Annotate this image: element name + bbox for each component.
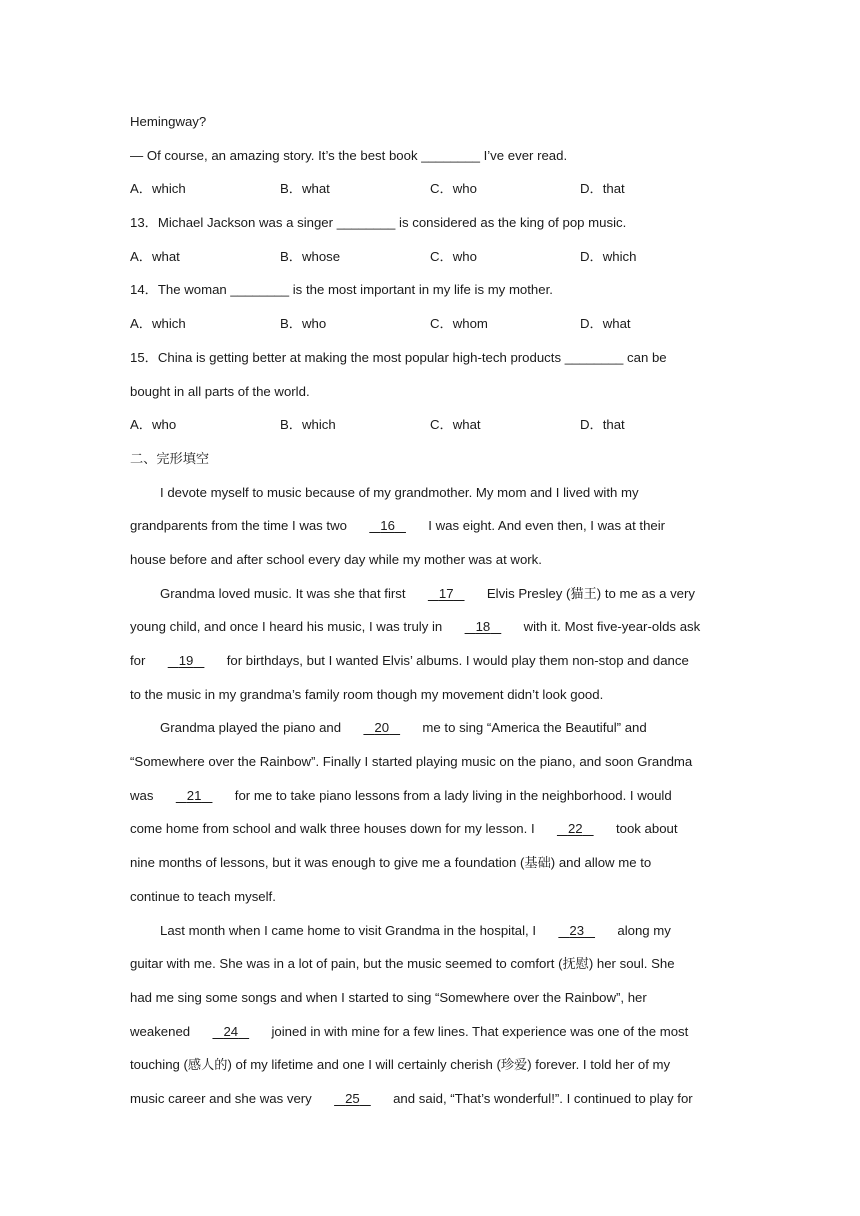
blank-21: 21 xyxy=(186,787,202,803)
option-a: A．which xyxy=(130,181,186,197)
option-b: B．who xyxy=(280,316,327,332)
q12-answer-line: — Of course, an amazing story. It’s the best book ________ I’ve ever read. xyxy=(130,147,568,163)
passage-line: house before and after school every day while my mother was at work. xyxy=(130,551,542,567)
q14-options xyxy=(130,312,730,346)
option-c: C．who xyxy=(430,248,477,264)
option-b: B．which xyxy=(280,417,336,433)
blank-20: 20 xyxy=(374,720,390,736)
document-page xyxy=(130,110,730,1121)
q12-options xyxy=(130,177,730,211)
option-a: A．which xyxy=(130,316,186,332)
q14-text: 14．The woman ________ is the most important in my life is my mother. xyxy=(130,282,553,298)
section-heading: 二、完形填空 xyxy=(130,450,210,466)
blank-18: 18 xyxy=(475,619,491,635)
passage-line: guitar with me. She was in a lot of pain, but the music seemed to comfort (抚慰) her soul. She xyxy=(130,956,675,972)
option-c: C．what xyxy=(430,417,481,433)
q13-options xyxy=(130,245,730,279)
passage-line: had me sing some songs and when I started to sing “Somewhere over the Rainbow”, her xyxy=(130,989,647,1005)
option-d: D．what xyxy=(580,316,631,332)
passage-line: touching (感人的) of my lifetime and one I will certainly cherish (珍爱) forever. I told her of my xyxy=(130,1057,671,1073)
option-d: D．which xyxy=(580,248,637,264)
blank-25: 25 xyxy=(345,1090,360,1106)
q13-text: 13．Michael Jackson was a singer ________ is considered as the king of pop music. xyxy=(130,215,627,231)
passage-line: weakened 24 joined in with mine for a few lines. That experience was one of the most xyxy=(130,1020,730,1054)
passage-line: young child, and once I heard his music, I was truly in 18 with it. Most five-year-olds ask xyxy=(130,615,730,649)
q15-text-line-2: bought in all parts of the world. xyxy=(130,383,310,399)
passage-line: “Somewhere over the Rainbow”. Finally I started playing music on the piano, and soon Grandma xyxy=(130,754,693,770)
passage-line: Grandma loved music. It was she that first 17 Elvis Presley (猫王) to me as a very xyxy=(130,582,730,616)
blank-24: 24 xyxy=(223,1023,239,1039)
q15-options xyxy=(130,413,730,447)
blank-22: 22 xyxy=(567,821,583,837)
option-d: D．that xyxy=(580,417,625,433)
option-b: B．whose xyxy=(280,248,341,264)
passage-line: come home from school and walk three houses down for my lesson. I 22 took about xyxy=(130,817,730,851)
option-b: B．what xyxy=(280,181,330,197)
passage-line: continue to teach myself. xyxy=(130,888,276,904)
blank-19: 19 xyxy=(178,653,194,668)
option-c: C．who xyxy=(430,181,477,197)
passage-line: Grandma played the piano and 20 me to sing “America the Beautiful” and xyxy=(130,716,730,750)
passage-line: music career and she was very 25 and said, “That’s wonderful!”. I continued to play for xyxy=(130,1087,730,1121)
option-c: C．whom xyxy=(430,316,488,332)
passage-line: to the music in my grandma’s family room though my movement didn’t look good. xyxy=(130,686,604,702)
q15-text-line-1: 15．China is getting better at making the most popular high-tech products ________ can be xyxy=(130,349,667,365)
passage-line: nine months of lessons, but it was enough to give me a foundation (基础) and allow me to xyxy=(130,855,652,871)
option-d: D．that xyxy=(580,181,625,197)
passage-line: grandparents from the time I was two 16 I was eight. And even then, I was at their xyxy=(130,514,730,548)
blank-17: 17 xyxy=(438,585,454,601)
option-a: A．who xyxy=(130,417,177,433)
passage-line: for 19 for birthdays, but I wanted Elvis’ albums. I would play them non-stop and dance xyxy=(130,649,730,683)
option-a: A．what xyxy=(130,248,180,264)
blank-23: 23 xyxy=(569,922,585,938)
blank-16: 16 xyxy=(380,518,395,534)
passage-line: Last month when I came home to visit Grandma in the hospital, I 23 along my xyxy=(130,919,730,953)
passage-line: was 21 for me to take piano lessons from a lady living in the neighborhood. I would xyxy=(130,784,730,818)
passage-line: I devote myself to music because of my grandmother. My mom and I lived with my xyxy=(160,484,639,500)
q12-tail: Hemingway? xyxy=(130,114,207,129)
